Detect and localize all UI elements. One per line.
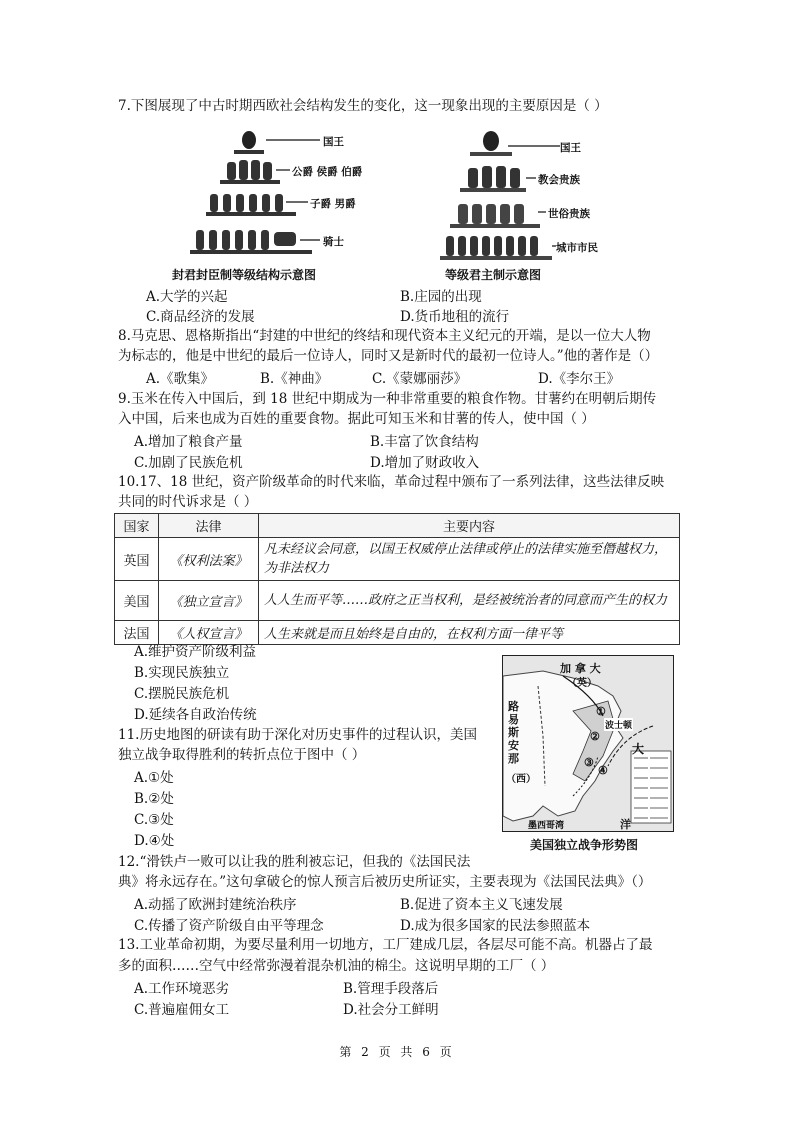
left-fig-caption: 封君封臣制等级结构示意图 (172, 268, 317, 282)
q12-line1: 12.“滑铁卢一败可以让我的胜利被忘记，但我的《法国民法 (118, 854, 471, 870)
q9-line2: 入中国，后来也成为百姓的重要食物。据此可知玉米和甘薯的传人，使中国（ ） (118, 411, 595, 427)
q12-option-a[interactable]: A.动摇了欧洲封建统治秩序 (134, 897, 297, 913)
cell-law: 《人权宣言》 (159, 621, 259, 645)
q10-option-d[interactable]: D.延续各自政治传统 (134, 707, 257, 723)
right-fig-label-nobility: 世俗贵族 (548, 208, 590, 220)
left-fig-label-viscounts: 子爵 男爵 (310, 198, 356, 210)
map-label-gulf: 墨西哥湾 (528, 821, 565, 831)
right-fig-caption: 等级君主制示意图 (445, 268, 542, 282)
q8-option-a[interactable]: A.《歌集》 (146, 371, 215, 387)
q13-option-b[interactable]: B.管理手段落后 (343, 981, 439, 997)
map-label-britain: （英） (567, 678, 597, 689)
q10-line2: 共同的时代诉求是（ ） (118, 494, 258, 510)
q7-option-b[interactable]: B.庄园的出现 (400, 289, 482, 305)
q13-line1: 13.工业革命初期，为要尽量利用一切地方，工厂建成几层，各层尽可能不高。机器占了最 (118, 937, 653, 953)
cell-country: 美国 (115, 581, 159, 621)
map-marker-3: ③ (584, 756, 594, 769)
q13-line2: 多的面积……空气中经常弥漫着混杂机油的棉尘。这说明早期的工厂（ ） (118, 958, 555, 974)
q10-option-a[interactable]: A.维护资产阶级利益 (134, 644, 257, 660)
header-content: 主要内容 (259, 514, 680, 538)
cell-content: 人生来就是而且始终是自由的，在权利方面一律平等 (259, 621, 680, 645)
q10-line1: 10.17、18 世纪，资产阶级革命的时代来临，革命过程中颁布了一系列法律，这些法律反映 (118, 474, 665, 490)
right-fig-label-clergy: 教会贵族 (538, 174, 580, 186)
q8-line1: 8.马克思、恩格斯指出“封建的中世纪的终结和现代资本主义纪元的开端，是以一位大人物 (118, 328, 651, 344)
map-label-ocean-2: 洋 (620, 818, 631, 831)
map-marker-2: ② (590, 730, 600, 743)
cell-country: 英国 (115, 538, 159, 581)
q12-option-c[interactable]: C.传播了资产阶级自由平等理念 (134, 918, 324, 934)
q9-option-c[interactable]: C.加剧了民族危机 (134, 455, 243, 471)
left-fig-label-knights: 骑士 (323, 236, 344, 248)
q12-line2: 典》将永远存在。”这句拿破仑的惊人预言后被历史所证实，主要表现为《法国民法典》（） (118, 874, 652, 890)
q9-option-d[interactable]: D.增加了财政收入 (370, 455, 480, 471)
left-fig-label-king: 国王 (323, 136, 344, 148)
q12-option-d[interactable]: D.成为很多国家的民法参照蓝本 (400, 918, 591, 934)
estates-monarchy-figure (438, 128, 568, 268)
page-footer: 第 2 页 共 6 页 (339, 1045, 455, 1059)
q11-option-c[interactable]: C.③处 (134, 812, 174, 828)
map-label-louisiana: 路易斯安那 (508, 700, 519, 765)
cell-content: 人人生而平等……政府之正当权利，是经被统治者的同意而产生的权力 (259, 581, 680, 621)
q8-option-d[interactable]: D.《李尔王》 (538, 371, 621, 387)
table-row (115, 581, 680, 621)
q11-option-b[interactable]: B.②处 (134, 791, 174, 807)
map-label-ocean-1: 大 (632, 742, 645, 756)
map-marker-4: ④ (598, 764, 608, 777)
q10-option-b[interactable]: B.实现民族独立 (134, 665, 230, 681)
header-law: 法律 (159, 514, 259, 538)
q13-option-d[interactable]: D.社会分工鲜明 (343, 1002, 439, 1018)
q11-option-d[interactable]: D.④处 (134, 833, 175, 849)
map-label-spain: （西） (506, 774, 536, 785)
left-fig-label-dukes: 公爵 侯爵 伯爵 (292, 166, 363, 178)
cell-content: 凡未经议会同意，以国王权威停止法律或停止的法律实施至僭越权力，为非法权力 (259, 538, 680, 581)
map-caption: 美国独立战争形势图 (530, 838, 639, 852)
q13-option-c[interactable]: C.普遍雇佣女工 (134, 1002, 230, 1018)
q9-option-b[interactable]: B.丰富了饮食结构 (370, 434, 479, 450)
q10-option-c[interactable]: C.摆脱民族危机 (134, 686, 230, 702)
q7-option-a[interactable]: A.大学的兴起 (146, 289, 228, 305)
cell-country: 法国 (115, 621, 159, 645)
q11-line2: 独立战争取得胜利的转折点位于图中（ ） (118, 747, 366, 763)
q7-option-d[interactable]: D.货币地租的流行 (400, 309, 510, 325)
map-label-canada: 加 拿 大 (560, 662, 601, 675)
q7-option-c[interactable]: C.商品经济的发展 (146, 309, 255, 325)
q9-line1: 9.玉米在传入中国后，到 18 世纪中期成为一种非常重要的粮食作物。甘薯约在明朝后期传 (118, 391, 657, 407)
right-fig-label-king: 国王 (560, 142, 581, 154)
q8-option-c[interactable]: C.《蒙娜丽莎》 (372, 371, 468, 387)
q13-option-a[interactable]: A.工作环境恶劣 (134, 981, 230, 997)
cell-law: 《独立宣言》 (159, 581, 259, 621)
cell-law: 《权利法案》 (159, 538, 259, 581)
q12-option-b[interactable]: B.促进了资本主义飞速发展 (400, 897, 563, 913)
header-country: 国家 (115, 514, 159, 538)
q8-option-b[interactable]: B.《神曲》 (260, 371, 329, 387)
q11-line1: 11.历史地图的研读有助于深化对历史事件的过程认识，美国 (118, 727, 477, 743)
law-table (114, 513, 680, 645)
right-fig-label-burghers: 城市市民 (556, 242, 598, 254)
map-marker-1: ① (596, 705, 606, 718)
table-row (115, 538, 680, 581)
q11-option-a[interactable]: A.①处 (134, 770, 174, 786)
q7-stem: 7.下图展现了中古时期西欧社会结构发生的变化，这一现象出现的主要原因是（ ） (118, 98, 608, 114)
q8-line2: 为标志的，他是中世纪的最后一位诗人，同时又是新时代的最初一位诗人。”他的著作是（） (118, 348, 659, 364)
q9-option-a[interactable]: A.增加了粮食产量 (134, 434, 243, 450)
law-table-header (115, 514, 680, 538)
map-label-boston: 波士顿 (604, 718, 633, 731)
